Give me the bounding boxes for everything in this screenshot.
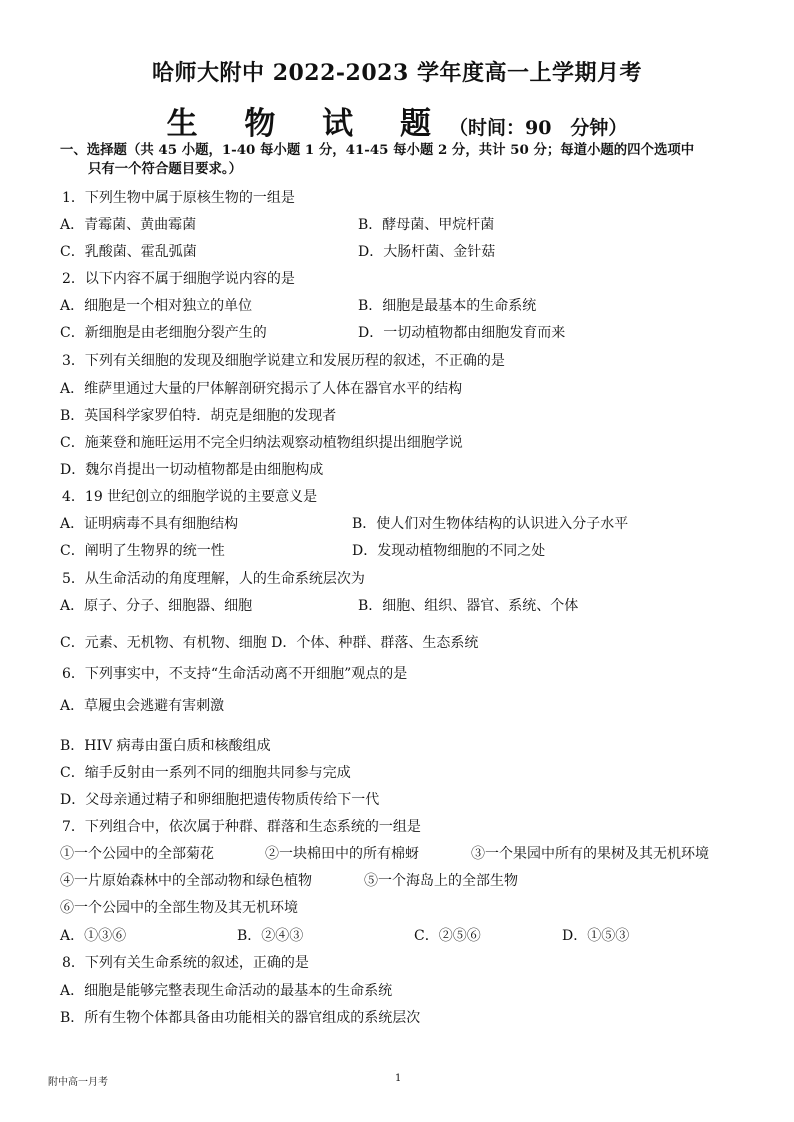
question-stem: 7．下列组合中，依次属于种群、群落和生态系统的一组是 [62, 819, 421, 835]
option: B．使人们对生物体结构的认识进入分子水平 [352, 516, 629, 532]
option: C．缩手反射由一系列不同的细胞共同参与完成 [60, 765, 351, 781]
list-item: ②一块棉田中的所有棉蚜 [265, 846, 419, 862]
exam-title: 哈师大附中 2022-2023 学年度高一上学期月考 [152, 60, 642, 86]
option: A．细胞是一个相对独立的单位 [60, 298, 253, 314]
option: B．细胞是最基本的生命系统 [358, 298, 537, 314]
option: B．②④③ [237, 928, 304, 944]
option: A．青霉菌、黄曲霉菌 [60, 217, 197, 233]
option: D．一切动植物都由细胞发育而来 [358, 325, 566, 341]
list-item: ③一个果园中所有的果树及其无机环境 [471, 846, 709, 862]
option: A．维萨里通过大量的尸体解剖研究揭示了人体在器官水平的结构 [60, 381, 463, 397]
footer-label: 附中高一月考 [48, 1077, 108, 1088]
option: C．乳酸菌、霍乱弧菌 [60, 244, 197, 260]
option: D．大肠杆菌、金针菇 [358, 244, 496, 260]
question-stem: 5．从生命活动的角度理解，人的生命系统层次为 [62, 571, 365, 587]
option: D．魏尔肖提出一切动植物都是由细胞构成 [60, 462, 324, 478]
time-note: （时间：90 分钟） [448, 117, 628, 139]
option: C．新细胞是由老细胞分裂产生的 [60, 325, 267, 341]
option: A．细胞是能够完整表现生命活动的最基本的生命系统 [60, 983, 393, 999]
question-stem: 6．下列事实中，不支持“生命活动离不开细胞”观点的是 [62, 666, 408, 682]
option: C．②⑤⑥ [414, 928, 481, 944]
option: A．证明病毒不具有细胞结构 [60, 516, 239, 532]
option: A．①③⑥ [60, 928, 127, 944]
question-stem: 1．下列生物中属于原核生物的一组是 [62, 190, 295, 206]
option: C．阐明了生物界的统一性 [60, 543, 225, 559]
subject-title: 生 物 试 题 [166, 106, 449, 142]
option: C．元素、无机物、有机物、细胞 D．个体、种群、群落、生态系统 [60, 635, 479, 651]
question-stem: 3．下列有关细胞的发现及细胞学说建立和发展历程的叙述，不正确的是 [62, 353, 505, 369]
exam-subtitle [0, 98, 794, 143]
option: D．发现动植物细胞的不同之处 [352, 543, 546, 559]
section-heading-cont: 只有一个符合题目要求。） [88, 161, 242, 177]
option: B．HIV 病毒由蛋白质和核酸组成 [60, 738, 271, 754]
option: A．原子、分子、细胞器、细胞 [60, 598, 253, 614]
page-number: 1 [395, 1073, 402, 1084]
question-stem: 4．19 世纪创立的细胞学说的主要意义是 [62, 489, 318, 505]
list-item: ④一片原始森林中的全部动物和绿色植物 [60, 873, 312, 889]
option: B．细胞、组织、器官、系统、个体 [358, 598, 579, 614]
option: D．父母亲通过精子和卵细胞把遗传物质传给下一代 [60, 792, 380, 808]
question-stem: 8．下列有关生命系统的叙述，正确的是 [62, 955, 309, 971]
list-item: ⑥一个公园中的全部生物及其无机环境 [60, 900, 298, 916]
question-stem: 2．以下内容不属于细胞学说内容的是 [62, 271, 295, 287]
option: D．①⑤③ [562, 928, 630, 944]
list-item: ⑤一个海岛上的全部生物 [364, 873, 518, 889]
option: B．所有生物个体都具备由功能相关的器官组成的系统层次 [60, 1010, 421, 1026]
section-heading: 一、选择题（共 45 小题，1-40 每小题 1 分，41-45 每小题 2 分，共计 50 分；每道小题的四个选项中 [60, 142, 695, 158]
option: B．英国科学家罗伯特．胡克是细胞的发现者 [60, 408, 337, 424]
option: B．酵母菌、甲烷杆菌 [358, 217, 495, 233]
option: C．施莱登和施旺运用不完全归纳法观察动植物组织提出细胞学说 [60, 435, 463, 451]
list-item: ①一个公园中的全部菊花 [60, 846, 214, 862]
option: A．草履虫会逃避有害刺激 [60, 698, 225, 714]
